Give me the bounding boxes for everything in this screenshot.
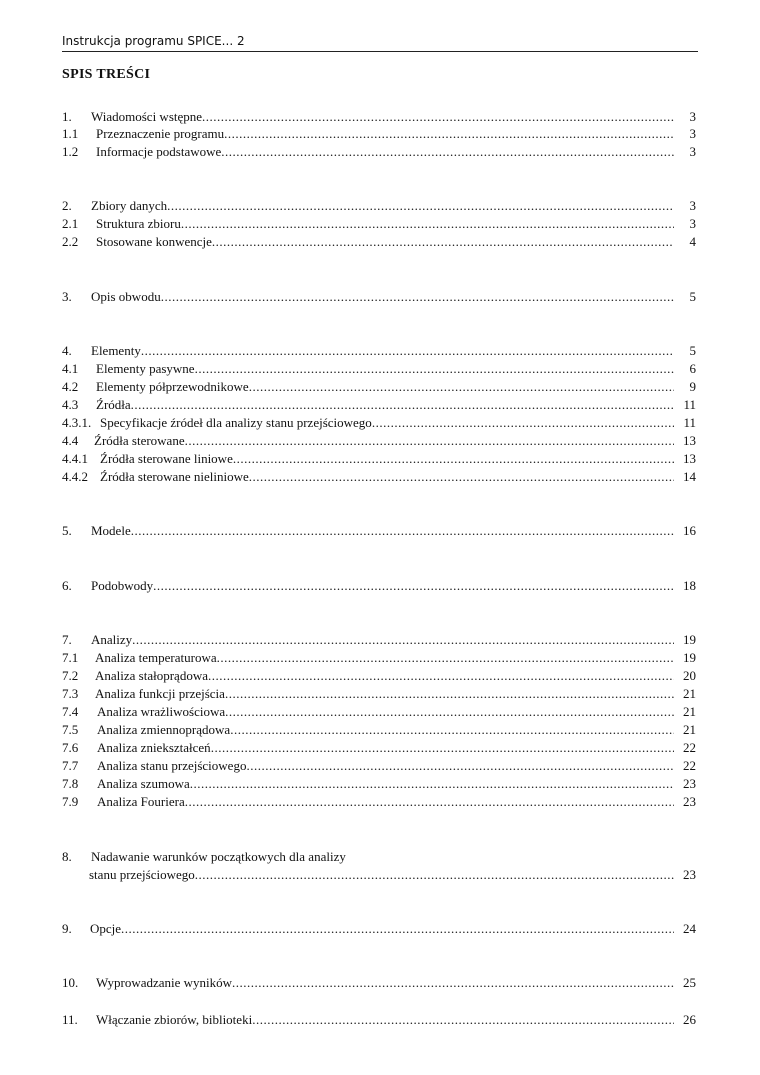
toc-entry[interactable] <box>62 975 696 991</box>
entry-label: Analiza zmiennoprądowa <box>97 722 231 737</box>
entry-number: 7. <box>62 632 72 647</box>
entry-label: Źródła <box>96 397 131 412</box>
entry-page: 3 <box>689 216 696 231</box>
toc-entry[interactable] <box>62 1012 696 1028</box>
toc-title: SPIS TREŚCI <box>62 67 151 82</box>
entry-number: 7.6 <box>62 740 79 755</box>
entry-number: 7.1 <box>62 650 79 665</box>
entry-page: 13 <box>683 433 696 448</box>
entry-page: 5 <box>689 289 696 304</box>
entry-page: 23 <box>683 867 696 882</box>
entry-page: 23 <box>683 794 696 809</box>
entry-number: 4.4.1 <box>62 451 88 466</box>
entry-number: 1.1 <box>62 126 79 141</box>
entry-page: 13 <box>683 451 696 466</box>
entry-number: 7.9 <box>62 794 79 809</box>
entry-page: 16 <box>683 523 696 538</box>
entry-label: Informacje podstawowe <box>96 144 222 159</box>
entry-page: 21 <box>683 686 696 701</box>
toc-entry[interactable] <box>62 397 696 413</box>
toc-entry[interactable] <box>62 451 696 467</box>
toc-entry-first-line[interactable] <box>62 849 346 865</box>
toc-entry[interactable] <box>62 343 696 359</box>
entry-number: 11. <box>62 1012 78 1027</box>
entry-page: 6 <box>689 361 696 376</box>
entry-number: 7.7 <box>62 758 79 773</box>
entry-label: Analiza funkcji przejścia <box>95 686 225 701</box>
entry-page: 20 <box>683 668 696 683</box>
toc-entry[interactable] <box>62 126 696 142</box>
entry-page: 3 <box>689 126 696 141</box>
entry-number: 4.1 <box>62 361 79 376</box>
entry-label: Źródła sterowane <box>94 433 185 448</box>
entry-number: 4.3 <box>62 397 79 412</box>
entry-page: 21 <box>683 722 696 737</box>
entry-label: Analiza stanu przejściowego <box>97 758 247 773</box>
entry-label: Wyprowadzanie wyników <box>96 975 233 990</box>
entry-label: Analiza szumowa <box>97 776 190 791</box>
toc-entry[interactable] <box>62 722 696 738</box>
entry-label: Struktura zbioru <box>96 216 181 231</box>
entry-number: 4.4 <box>62 433 79 448</box>
entry-label: Analiza Fouriera <box>97 794 185 809</box>
page-header: Instrukcja programu SPICE... 2 <box>62 34 698 52</box>
entry-number: 4. <box>62 343 72 358</box>
toc-entry[interactable] <box>62 415 696 431</box>
entry-label: Źródła sterowane nieliniowe <box>100 469 249 484</box>
entry-page: 19 <box>683 632 696 647</box>
entry-label: Włączanie zbiorów, biblioteki <box>96 1012 253 1027</box>
toc-entry[interactable] <box>62 523 696 539</box>
toc-entry[interactable] <box>62 433 696 449</box>
entry-number: 1.2 <box>62 144 79 159</box>
entry-number: 7.5 <box>62 722 79 737</box>
entry-label: Modele <box>91 523 131 538</box>
entry-label: Wiadomości wstępne <box>91 109 203 124</box>
toc-entry[interactable] <box>62 578 696 594</box>
entry-label: Analizy <box>91 632 133 647</box>
entry-page: 22 <box>683 758 696 773</box>
entry-label: Opis obwodu <box>91 289 161 304</box>
entry-label: Źródła sterowane liniowe <box>100 451 233 466</box>
entry-label: Zbiory danych <box>91 198 168 213</box>
entry-number: 5. <box>62 523 72 538</box>
entry-label: Analiza temperaturowa <box>95 650 217 665</box>
entry-page: 18 <box>683 578 696 593</box>
entry-label: Analiza wrażliwościowa <box>97 704 226 719</box>
entry-number: 2.2 <box>62 234 79 249</box>
entry-page: 11 <box>683 397 696 412</box>
entry-number: 6. <box>62 578 72 593</box>
toc-entry[interactable] <box>62 216 696 232</box>
toc-entry[interactable] <box>62 289 696 305</box>
entry-number: 8. <box>62 849 72 864</box>
entry-label: Opcje <box>90 921 122 936</box>
entry-label: Elementy <box>91 343 141 358</box>
entry-page: 26 <box>683 1012 696 1027</box>
toc-entry[interactable] <box>62 867 696 883</box>
toc-entry[interactable] <box>62 469 696 485</box>
toc-entry[interactable] <box>62 198 696 214</box>
entry-number: 1. <box>62 109 72 124</box>
entry-page: 3 <box>689 109 696 124</box>
entry-label: Specyfikacje źródeł dla analizy stanu przejściowego <box>100 415 372 430</box>
toc-entry[interactable] <box>62 144 696 160</box>
entry-number: 2.1 <box>62 216 79 231</box>
entry-number: 9. <box>62 921 72 936</box>
entry-page: 19 <box>683 650 696 665</box>
entry-number: 3. <box>62 289 72 304</box>
toc-entry[interactable] <box>62 668 696 684</box>
entry-label: Elementy pasywne <box>96 361 195 376</box>
entry-page: 21 <box>683 704 696 719</box>
entry-number: 2. <box>62 198 72 213</box>
entry-page: 22 <box>683 740 696 755</box>
toc-entry[interactable] <box>62 650 696 666</box>
entry-page: 24 <box>683 921 696 936</box>
entry-page: 25 <box>683 975 696 990</box>
entry-number: 4.3.1. <box>62 415 92 430</box>
toc-entry[interactable] <box>62 234 696 250</box>
toc-entry[interactable] <box>62 758 696 774</box>
entry-number: 7.8 <box>62 776 79 791</box>
toc-entry[interactable] <box>62 361 696 377</box>
entry-label: Analiza zniekształceń <box>97 740 211 755</box>
entry-label: Elementy półprzewodnikowe <box>96 379 249 394</box>
entry-number: 4.4.2 <box>62 469 88 484</box>
toc-entry[interactable] <box>62 776 696 792</box>
entry-label: Przeznaczenie programu <box>96 126 225 141</box>
entry-label: Nadawanie warunków początkowych dla analizy <box>91 849 346 864</box>
entry-page: 5 <box>689 343 696 358</box>
entry-page: 14 <box>683 469 696 484</box>
entry-number: 7.2 <box>62 668 79 683</box>
toc-entry[interactable] <box>62 379 696 395</box>
entry-page: 23 <box>683 776 696 791</box>
toc-entry[interactable] <box>62 794 696 810</box>
entry-number: 7.4 <box>62 704 79 719</box>
entry-label: Stosowane konwencje <box>96 234 212 249</box>
toc-entry[interactable] <box>62 632 696 648</box>
entry-page: 4 <box>689 234 696 249</box>
entry-label: Analiza stałoprądowa <box>95 668 208 683</box>
entry-label: Podobwody <box>91 578 154 593</box>
entry-number: 10. <box>62 975 79 990</box>
entry-number: 4.2 <box>62 379 79 394</box>
toc-entry[interactable] <box>62 704 696 720</box>
entry-page: 3 <box>689 144 696 159</box>
toc-entry[interactable] <box>62 740 696 756</box>
toc-entry[interactable] <box>62 921 696 937</box>
entry-page: 9 <box>689 379 696 394</box>
entry-page: 3 <box>689 198 696 213</box>
toc-entry[interactable] <box>62 686 696 702</box>
toc-entry[interactable] <box>62 109 696 125</box>
entry-label-continued: stanu przejściowego <box>89 867 195 882</box>
entry-page: 11 <box>683 415 696 430</box>
entry-number: 7.3 <box>62 686 79 701</box>
